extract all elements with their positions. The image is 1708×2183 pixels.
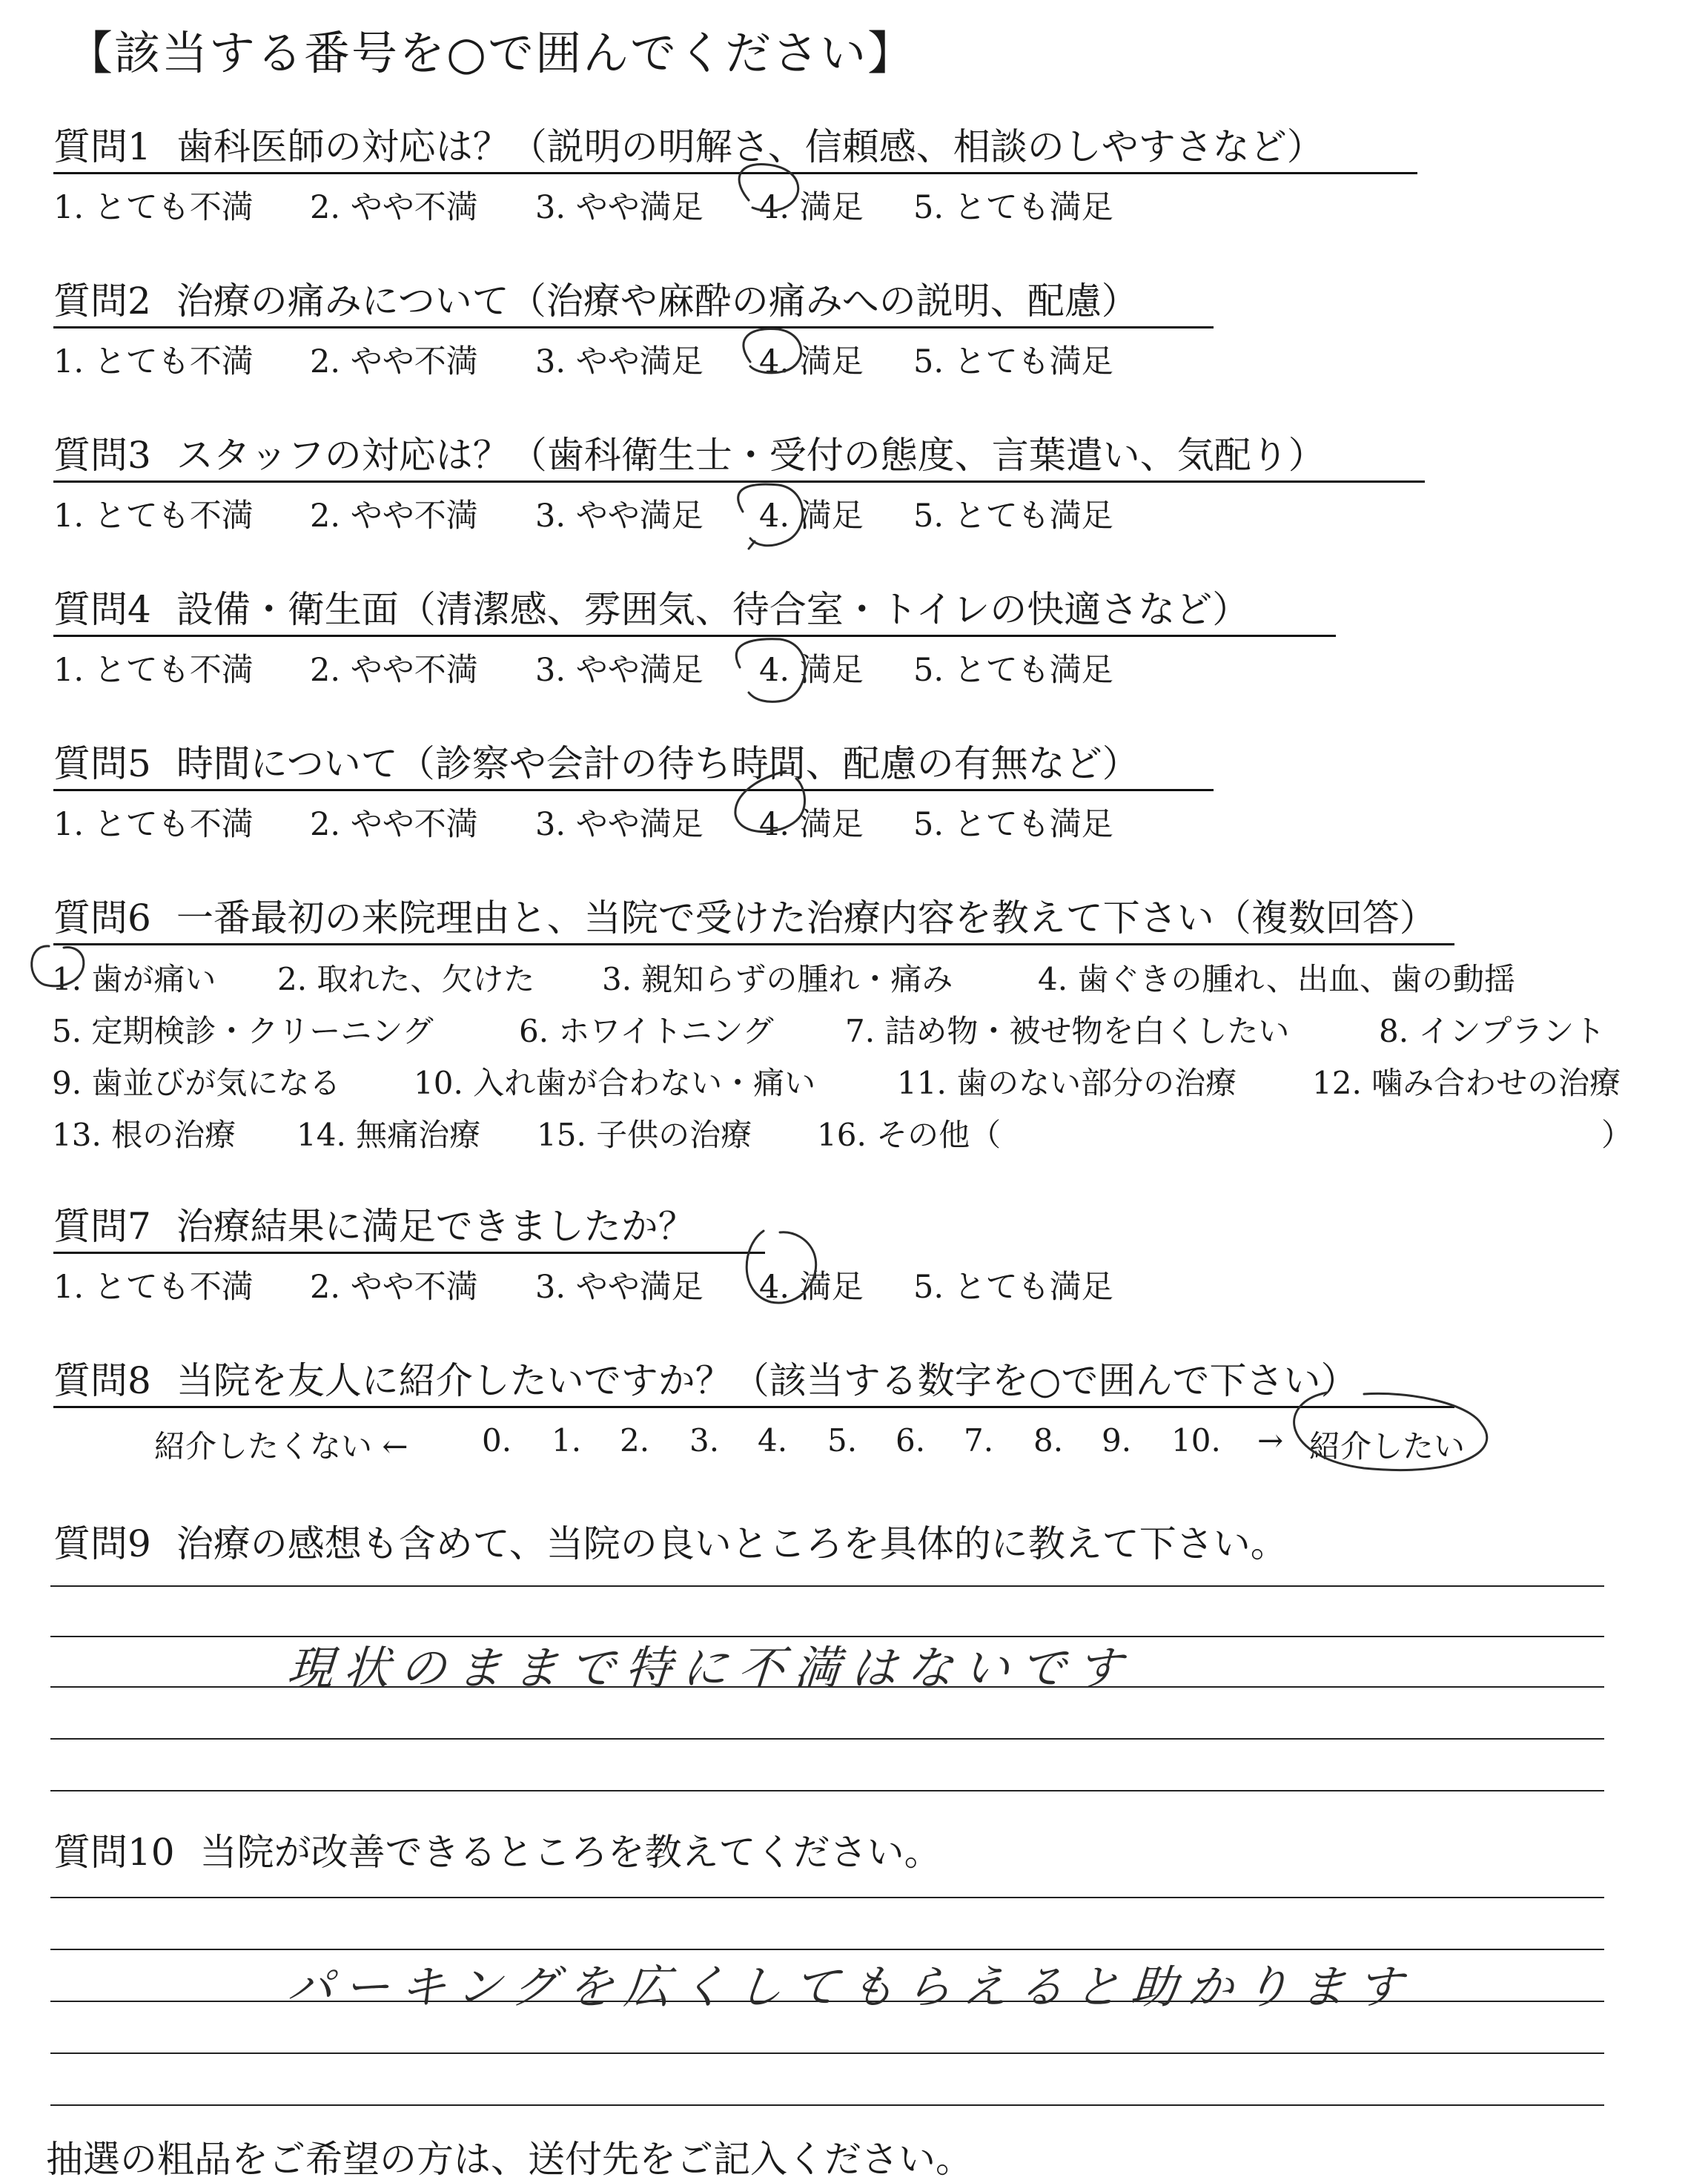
- q6-option-4[interactable]: 4. 歯ぐきの腫れ、出血、歯の動揺: [1038, 961, 1515, 997]
- q7-option-3[interactable]: 3. やや満足: [535, 1269, 704, 1306]
- q10-answer-line-1: [50, 1897, 1604, 1898]
- q9-answer-line-4: [50, 1738, 1604, 1740]
- q4-option-2[interactable]: 2. やや不満: [310, 652, 478, 689]
- question-5: [53, 740, 1214, 791]
- q8-right-label[interactable]: 紹介したい: [1309, 1428, 1466, 1464]
- question-8-title: [53, 1357, 1454, 1408]
- question-1: [53, 123, 1417, 174]
- question-10: [53, 1829, 941, 1877]
- q1-option-4[interactable]: 4. 満足: [759, 189, 864, 226]
- q6-option-12[interactable]: 12. 噛み合わせの治療: [1312, 1065, 1621, 1101]
- question-8: [53, 1357, 1454, 1408]
- q6-option-5[interactable]: 5. 定期検診・クリーニング: [52, 1013, 434, 1049]
- q6-option-9[interactable]: 9. 歯並びが気になる: [52, 1065, 341, 1101]
- question-8-label: 質問8: [53, 1359, 151, 1402]
- q4-option-3[interactable]: 3. やや満足: [535, 652, 704, 689]
- q4-option-5[interactable]: 5. とても満足: [913, 652, 1113, 689]
- question-9: [53, 1520, 1288, 1569]
- q6-option-1[interactable]: 1. 歯が痛い: [52, 961, 216, 997]
- q2-option-5[interactable]: 5. とても満足: [913, 343, 1113, 380]
- q5-option-2[interactable]: 2. やや不満: [310, 806, 478, 843]
- q3-option-5[interactable]: 5. とても満足: [913, 498, 1113, 535]
- question-6-label: 質問6: [53, 896, 151, 939]
- q8-score-8[interactable]: 8.: [1033, 1422, 1064, 1459]
- question-10-label: 質問10: [53, 1831, 175, 1874]
- question-2-label: 質問2: [53, 280, 151, 323]
- q8-score-9[interactable]: 9.: [1102, 1422, 1132, 1459]
- q2-option-3[interactable]: 3. やや満足: [535, 343, 704, 380]
- question-7-label: 質問7: [53, 1205, 151, 1248]
- q8-score-1[interactable]: 1.: [552, 1422, 582, 1459]
- q10-answer-line-4: [50, 2052, 1604, 2054]
- q10-answer-line-5: [50, 2104, 1604, 2106]
- question-10-text: 当院が改善できるところを教えてください。: [199, 1831, 941, 1874]
- question-8-text: 当院を友人に紹介したいですか？（該当する数字を○で囲んで下さい）: [176, 1359, 1358, 1402]
- q2-option-4[interactable]: 4. 満足: [759, 343, 864, 380]
- q4-option-4[interactable]: 4. 満足: [759, 652, 864, 689]
- question-2-title: [53, 277, 1214, 328]
- q3-option-3[interactable]: 3. やや満足: [535, 498, 704, 535]
- q6-option-10[interactable]: 10. 入れ歯が合わない・痛い: [414, 1065, 816, 1101]
- q1-option-3[interactable]: 3. やや満足: [535, 189, 704, 226]
- q5-option-4[interactable]: 4. 満足: [759, 806, 864, 843]
- question-10-title: [53, 1829, 941, 1877]
- question-9-text: 治療の感想も含めて、当院の良いところを具体的に教えて下さい。: [176, 1522, 1288, 1565]
- q7-option-1[interactable]: 1. とても不満: [53, 1269, 254, 1306]
- q9-answer-line-1: [50, 1585, 1604, 1587]
- question-1-label: 質問1: [53, 125, 151, 168]
- question-4-title: [53, 586, 1336, 637]
- q6-option-6[interactable]: 6. ホワイトニング: [519, 1013, 774, 1049]
- question-5-title: [53, 740, 1214, 791]
- q5-option-5[interactable]: 5. とても満足: [913, 806, 1113, 843]
- q1-option-2[interactable]: 2. やや不満: [310, 189, 478, 226]
- q8-score-2[interactable]: 2.: [620, 1422, 650, 1459]
- q8-left-label: 紹介したくない ←: [154, 1428, 408, 1464]
- q9-handwritten-answer[interactable]: 現状のままで特に不満はないです: [285, 1641, 1135, 1695]
- q3-option-4[interactable]: 4. 満足: [759, 498, 864, 535]
- question-5-label: 質問5: [53, 742, 151, 785]
- q6-option-16[interactable]: 16. その他（: [817, 1117, 1002, 1153]
- question-6: [53, 894, 1454, 945]
- q2-option-1[interactable]: 1. とても不満: [53, 343, 254, 380]
- q5-option-1[interactable]: 1. とても不満: [53, 806, 254, 843]
- q9-answer-line-5: [50, 1790, 1604, 1791]
- q2-option-2[interactable]: 2. やや不満: [310, 343, 478, 380]
- q6-option-3[interactable]: 3. 親知らずの腫れ・痛み: [602, 961, 953, 997]
- q8-score-5[interactable]: 5.: [827, 1422, 858, 1459]
- question-3-label: 質問3: [53, 434, 151, 477]
- question-7: [53, 1203, 765, 1254]
- q10-handwritten-answer[interactable]: パーキングを広くしてもらえると助かります: [285, 1960, 1415, 2014]
- q6-option-8[interactable]: 8. インプラント: [1379, 1013, 1606, 1049]
- q1-option-5[interactable]: 5. とても満足: [913, 189, 1113, 226]
- q6-option-14[interactable]: 14. 無痛治療: [297, 1117, 481, 1153]
- question-7-title: [53, 1203, 765, 1254]
- question-4-text: 設備・衛生面（清潔感、雰囲気、待合室・トイレの快適さなど）: [176, 588, 1250, 631]
- q6-option-2[interactable]: 2. 取れた、欠けた: [277, 961, 535, 997]
- question-2: [53, 277, 1214, 328]
- question-6-title: [53, 894, 1454, 945]
- q7-option-2[interactable]: 2. やや不満: [310, 1269, 478, 1306]
- q6-option-11[interactable]: 11. 歯のない部分の治療: [897, 1065, 1237, 1101]
- question-1-text: 歯科医師の対応は？（説明の明解さ、信頼感、相談のしやすさなど）: [176, 125, 1324, 168]
- form-header: 【該当する番号を○で囲んでください】: [67, 26, 916, 80]
- q8-score-3[interactable]: 3.: [689, 1422, 720, 1459]
- q8-score-4[interactable]: 4.: [758, 1422, 788, 1459]
- q3-option-2[interactable]: 2. やや不満: [310, 498, 478, 535]
- question-9-title: [53, 1520, 1288, 1569]
- question-5-text: 時間について（診察や会計の待ち時間、配慮の有無など）: [176, 742, 1139, 785]
- q6-option-15[interactable]: 15. 子供の治療: [537, 1117, 752, 1153]
- question-3: [53, 432, 1425, 483]
- question-7-text: 治療結果に満足できましたか？: [176, 1205, 695, 1248]
- q6-option-13[interactable]: 13. 根の治療: [52, 1117, 236, 1153]
- question-4-label: 質問4: [53, 588, 151, 631]
- question-4: [53, 586, 1336, 637]
- q8-score-0[interactable]: 0.: [482, 1422, 512, 1459]
- q4-option-1[interactable]: 1. とても不満: [53, 652, 254, 689]
- question-2-text: 治療の痛みについて（治療や麻酔の痛みへの説明、配慮）: [176, 280, 1139, 323]
- q1-option-1[interactable]: 1. とても不満: [53, 189, 254, 226]
- q6-option-16-close: ）: [1601, 1117, 1633, 1153]
- question-3-text: スタッフの対応は？（歯科衛生士・受付の態度、言葉遣い、気配り）: [176, 434, 1325, 477]
- question-6-text: 一番最初の来院理由と、当院で受けた治療内容を教えて下さい（複数回答）: [176, 896, 1437, 939]
- question-9-label: 質問9: [53, 1522, 151, 1565]
- q5-option-3[interactable]: 3. やや満足: [535, 806, 704, 843]
- q8-score-10[interactable]: 10.: [1171, 1422, 1221, 1459]
- q8-score-7[interactable]: 7.: [964, 1422, 994, 1459]
- q7-option-4[interactable]: 4. 満足: [759, 1269, 864, 1306]
- q6-option-7[interactable]: 7. 詰め物・被せ物を白くしたい: [845, 1013, 1290, 1049]
- q8-right-arrow: →: [1257, 1422, 1284, 1459]
- question-1-title: [53, 123, 1417, 174]
- q8-score-6[interactable]: 6.: [896, 1422, 926, 1459]
- footer-note: 抽選の粗品をご希望の方は、送付先をご記入ください。: [46, 2138, 973, 2181]
- q3-option-1[interactable]: 1. とても不満: [53, 498, 254, 535]
- question-3-title: [53, 432, 1425, 483]
- q7-option-5[interactable]: 5. とても満足: [913, 1269, 1113, 1306]
